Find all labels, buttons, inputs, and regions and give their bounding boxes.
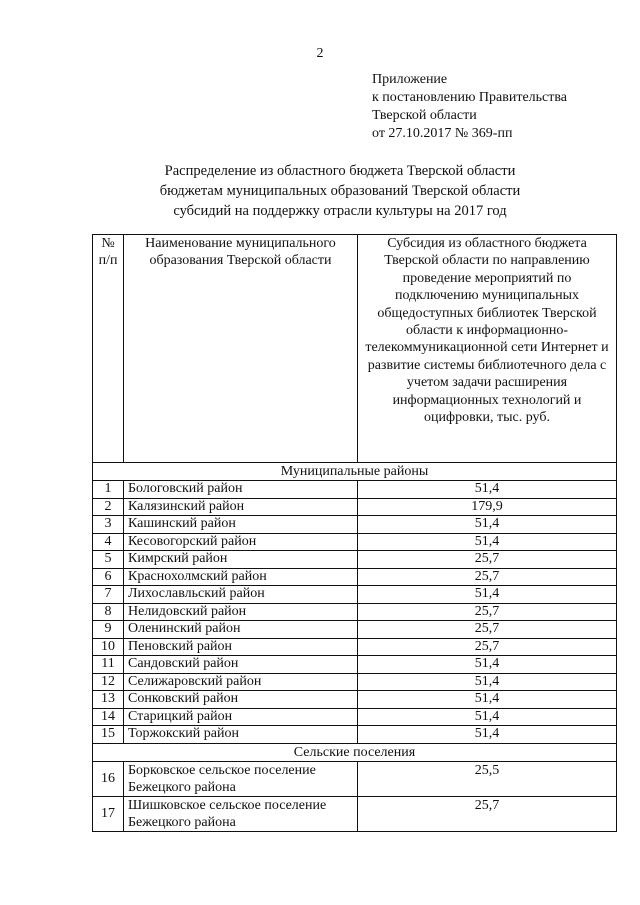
table-row — [93, 761, 617, 796]
document-title — [0, 161, 640, 221]
row-number: 16 — [93, 761, 124, 796]
section-title-municipal-districts: Муниципальные районы — [93, 463, 617, 481]
table-row — [93, 638, 617, 656]
row-value: 25,7 — [358, 621, 617, 639]
section-row — [93, 743, 617, 761]
row-name: Сонковский район — [124, 691, 358, 709]
row-number: 15 — [93, 726, 124, 744]
row-value: 25,7 — [358, 568, 617, 586]
row-name: Оленинский район — [124, 621, 358, 639]
row-value: 51,4 — [358, 516, 617, 534]
row-name-line-1: Борковское сельское поселение — [128, 762, 316, 778]
row-name: Лихославльский район — [124, 586, 358, 604]
row-name: Сандовский район — [124, 656, 358, 674]
table-row — [93, 796, 617, 831]
appendix-line-3: Тверской области — [372, 108, 477, 123]
table-row — [93, 603, 617, 621]
table-row — [93, 621, 617, 639]
table-row — [93, 673, 617, 691]
row-value: 51,4 — [358, 726, 617, 744]
page-number: 2 — [316, 46, 324, 61]
distribution-table — [92, 234, 617, 832]
table-row — [93, 533, 617, 551]
appendix-line-1: Приложение — [372, 72, 448, 87]
table-row — [93, 708, 617, 726]
table-row — [93, 551, 617, 569]
header-name: Наименование муниципального образования Тверской области — [124, 235, 358, 463]
row-name-line-1: Шишковское сельское поселение — [128, 797, 327, 813]
appendix-line-4: от 27.10.2017 № 369-пп — [372, 126, 513, 141]
row-number: 13 — [93, 691, 124, 709]
row-name: Калязинский район — [124, 498, 358, 516]
row-number: 6 — [93, 568, 124, 586]
table-row — [93, 481, 617, 499]
header-number-line-2: п/п — [98, 253, 118, 268]
row-name: Кимрский район — [124, 551, 358, 569]
row-value: 25,7 — [358, 603, 617, 621]
row-value: 179,9 — [358, 498, 617, 516]
row-value: 25,5 — [358, 761, 617, 796]
row-number: 5 — [93, 551, 124, 569]
section-title-rural-settlements: Сельские поселения — [93, 743, 617, 761]
table-row — [93, 568, 617, 586]
table-row — [93, 656, 617, 674]
row-name-line-2: Бежецкого района — [128, 779, 236, 795]
header-subsidy: Субсидия из областного бюджета Тверской области по направлению проведение мероприятий по подключению муниципальных общедоступных библиотек Тверской области к информационно-телекоммуникационной сети Интернет и развитие системы библиотечного дела с учетом задачи расширения информационных технологий и оцифровки, тыс. руб. — [358, 235, 617, 463]
row-value: 51,4 — [358, 673, 617, 691]
row-name: Кашинский район — [124, 516, 358, 534]
row-value: 51,4 — [358, 586, 617, 604]
row-name: Бологовский район — [124, 481, 358, 499]
row-number: 12 — [93, 673, 124, 691]
row-number: 1 — [93, 481, 124, 499]
row-value: 51,4 — [358, 656, 617, 674]
row-name: Старицкий район — [124, 708, 358, 726]
row-number: 8 — [93, 603, 124, 621]
section-row — [93, 463, 617, 481]
row-value: 51,4 — [358, 481, 617, 499]
title-line-1: Распределение из областного бюджета Тверской области — [164, 163, 516, 179]
table-header-row — [93, 235, 617, 463]
table-row — [93, 691, 617, 709]
row-number: 10 — [93, 638, 124, 656]
row-name: Нелидовский район — [124, 603, 358, 621]
header-number — [93, 235, 124, 463]
table-row — [93, 516, 617, 534]
row-value: 25,7 — [358, 638, 617, 656]
title-line-2: бюджетам муниципальных образований Тверской области — [159, 183, 521, 199]
row-value: 25,7 — [358, 796, 617, 831]
title-line-3: субсидий на поддержку отрасли культуры на 2017 год — [173, 203, 507, 219]
row-name: Торжокский район — [124, 726, 358, 744]
table-row — [93, 498, 617, 516]
row-number: 2 — [93, 498, 124, 516]
row-value: 51,4 — [358, 691, 617, 709]
row-name: Кесовогорский район — [124, 533, 358, 551]
row-name: Краснохолмский район — [124, 568, 358, 586]
row-number: 7 — [93, 586, 124, 604]
row-number: 17 — [93, 796, 124, 831]
appendix-block — [372, 71, 567, 143]
row-value: 51,4 — [358, 708, 617, 726]
row-name — [124, 796, 358, 831]
row-number: 9 — [93, 621, 124, 639]
row-name — [124, 761, 358, 796]
row-number: 4 — [93, 533, 124, 551]
header-number-line-1: № — [101, 236, 115, 251]
row-name-line-2: Бежецкого района — [128, 814, 236, 830]
table-row — [93, 726, 617, 744]
row-name: Селижаровский район — [124, 673, 358, 691]
row-value: 51,4 — [358, 533, 617, 551]
appendix-line-2: к постановлению Правительства — [372, 90, 568, 105]
row-number: 11 — [93, 656, 124, 674]
table-row — [93, 586, 617, 604]
row-name: Пеновский район — [124, 638, 358, 656]
row-value: 25,7 — [358, 551, 617, 569]
row-number: 3 — [93, 516, 124, 534]
row-number: 14 — [93, 708, 124, 726]
